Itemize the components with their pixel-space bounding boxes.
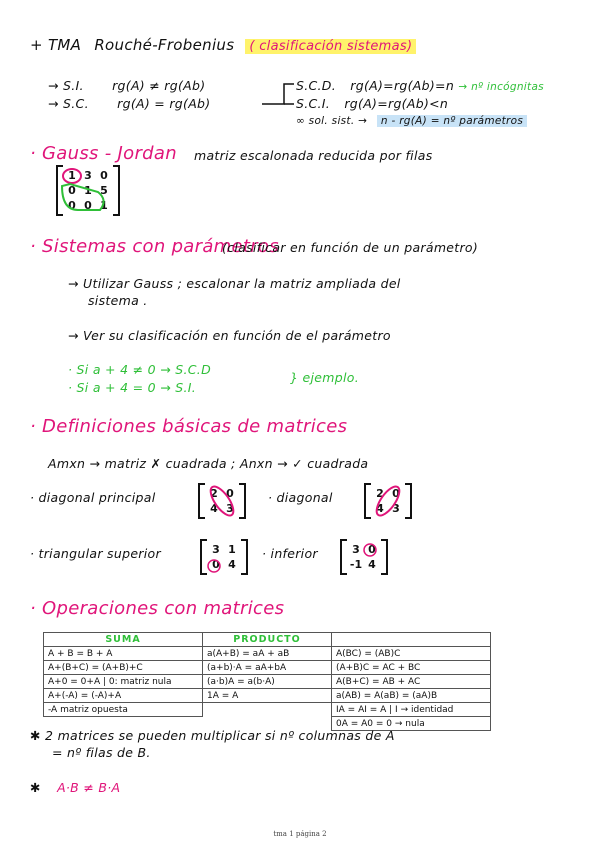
table-cell: A+(B+C) = (A+B)+C xyxy=(44,661,203,675)
page-footer: tma 1 página 2 xyxy=(273,830,327,838)
table-cell: (a+b)·A = aA+bA xyxy=(203,661,332,675)
matrix-cell: 4 xyxy=(210,502,218,515)
parametros-step1: → Utilizar Gauss ; escalonar la matriz ampliada del xyxy=(68,276,401,291)
branch-arrow xyxy=(262,84,294,104)
matrix-cell: 3 xyxy=(212,543,220,556)
diag-principal-label: · diagonal principal xyxy=(30,490,156,505)
scd-note: → nº incógnitas xyxy=(458,81,544,93)
matrix-cell: 0 xyxy=(84,199,92,212)
matrix-cell: 1 xyxy=(68,169,76,182)
sol-label: ∞ sol. sist. → xyxy=(296,115,368,127)
matrix-cell: 1 xyxy=(100,199,108,212)
header-tema: TMA xyxy=(47,36,82,54)
matrix-cell: 1 xyxy=(84,184,92,197)
diag-principal-loop xyxy=(207,483,238,519)
matrix-cell: 4 xyxy=(376,502,384,515)
matrix-cell: 3 xyxy=(392,502,400,515)
table-cell: -A matriz opuesta xyxy=(44,703,203,717)
sc-label: → S.C. xyxy=(48,96,89,111)
table-cell: (a·b)A = a(b·A) xyxy=(203,675,332,689)
header-suma: SUMA xyxy=(44,633,203,647)
tri-sup-zero-mark xyxy=(208,560,220,572)
inferior-zero-mark xyxy=(364,544,376,556)
parametros-ex-note: } ejemplo. xyxy=(290,370,359,385)
matrix-cell: 1 xyxy=(228,543,236,556)
inferior-label: · inferior xyxy=(262,546,318,561)
matrix-cell: 0 xyxy=(392,487,400,500)
definiciones-title: · Definiciones básicas de matrices xyxy=(30,416,348,437)
sci-rule: rg(A)=rg(Ab)<n xyxy=(344,96,449,111)
header-producto: PRODUCTO xyxy=(203,633,332,647)
parametros-step1b: sistema . xyxy=(88,293,148,308)
table-cell: A+(-A) = (-A)+A xyxy=(44,689,203,703)
definiciones-line1: Amxn → matriz ✗ cuadrada ; Anxn → ✓ cuadrada xyxy=(48,456,369,471)
matrix-cell: 4 xyxy=(228,558,236,571)
scd-label: S.C.D. xyxy=(296,78,337,93)
parametros-ex2: · Si a + 4 = 0 → S.I. xyxy=(68,380,197,395)
diag-loop xyxy=(373,483,404,519)
header-name: Rouché-Frobenius xyxy=(94,36,235,54)
matrix-cell: 3 xyxy=(352,543,360,556)
table-cell: a(A+B) = aA + aB xyxy=(203,647,332,661)
pivot-circle xyxy=(63,169,81,183)
matrix-cell: 5 xyxy=(100,184,108,197)
mult-note-b: = nº filas de B. xyxy=(52,745,151,760)
parametros-title: · Sistemas con parámetros xyxy=(30,236,279,257)
operaciones-title: · Operaciones con matrices xyxy=(30,598,285,619)
table-cell: IA = AI = A | I → identidad xyxy=(332,703,491,717)
matrix-cell: 0 xyxy=(368,543,376,556)
table-cell: 1A = A xyxy=(203,689,332,703)
gauss-desc: matriz escalonada reducida por filas xyxy=(194,148,433,163)
matrix-cell: 0 xyxy=(226,487,234,500)
matrix-cell: 2 xyxy=(376,487,384,500)
matrix-cell: 3 xyxy=(226,502,234,515)
matrix-cell: 2 xyxy=(210,487,218,500)
parametros-ex1: · Si a + 4 ≠ 0 → S.C.D xyxy=(68,362,211,377)
matrix-cell: 0 xyxy=(100,169,108,182)
scd-rule: rg(A)=rg(Ab)=n xyxy=(350,78,455,93)
matrix-cell: 0 xyxy=(212,558,220,571)
star-icon: ✱ xyxy=(30,780,41,795)
header-bullet: + xyxy=(30,36,43,54)
sol-rule: n - rg(A) = nº parámetros xyxy=(377,115,527,127)
parametros-step2: → Ver su clasificación en función de el parámetro xyxy=(68,328,391,343)
table-cell: A+0 = 0+A | 0: matriz nula xyxy=(44,675,203,689)
diag-label: · diagonal xyxy=(268,490,333,505)
table-cell: A(B+C) = AB + AC xyxy=(332,675,491,689)
header-note: ( clasificación sistemas) xyxy=(245,39,416,54)
matrix-cell: 0 xyxy=(68,199,76,212)
matrix-cell: -1 xyxy=(349,558,363,571)
matrix-cell: 3 xyxy=(84,169,92,182)
gauss-title: · Gauss - Jordan xyxy=(30,143,177,164)
matrix-cell: 4 xyxy=(368,558,376,571)
sc-rule: rg(A) = rg(Ab) xyxy=(117,96,211,111)
table-cell: A + B = B + A xyxy=(44,647,203,661)
zeros-outline xyxy=(62,184,104,210)
table-cell: 0A = A0 = 0 → nula xyxy=(332,717,491,731)
mult-note: ✱ 2 matrices se pueden multiplicar si nº columnas de A xyxy=(30,728,395,743)
table-cell: (A+B)C = AC + BC xyxy=(332,661,491,675)
si-rule: rg(A) ≠ rg(Ab) xyxy=(112,78,206,93)
matrix-cell: 0 xyxy=(68,184,76,197)
commutative-text: A·B ≠ B·A xyxy=(57,780,121,795)
table-cell: a(AB) = A(aB) = (aA)B xyxy=(332,689,491,703)
sci-label: S.C.I. xyxy=(296,96,331,111)
tri-sup-label: · triangular superior xyxy=(30,546,161,561)
si-label: → S.I. xyxy=(48,78,84,93)
parametros-subtitle: (clasificar en función de un parámetro) xyxy=(222,240,479,255)
table-cell: A(BC) = (AB)C xyxy=(332,647,491,661)
